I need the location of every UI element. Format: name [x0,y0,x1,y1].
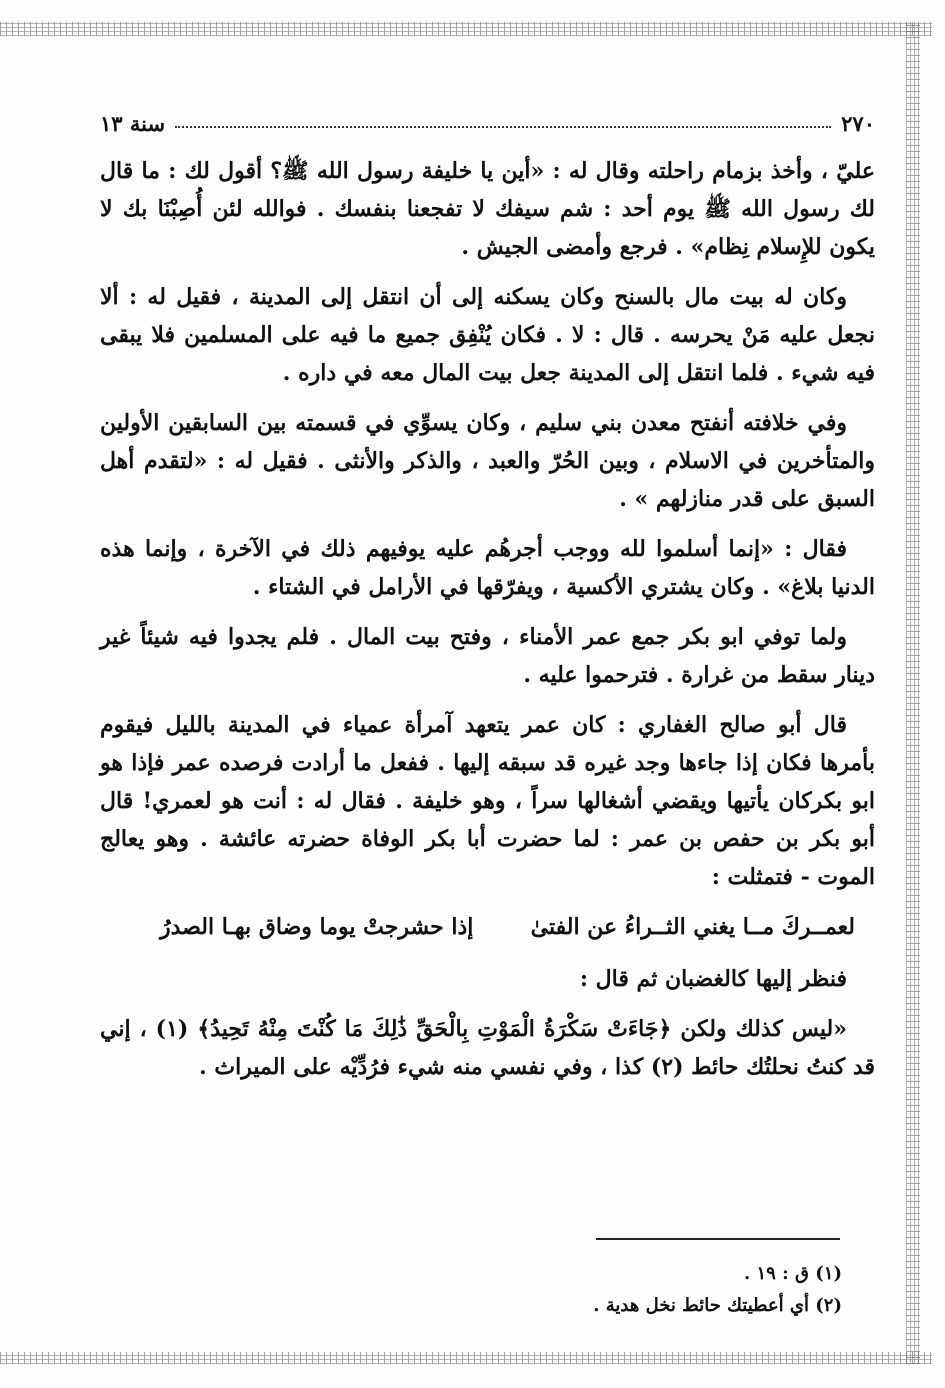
header-leader-dots [175,126,831,128]
page-border-top [0,22,932,36]
page-border-bottom [0,1352,932,1364]
paragraph: وفي خلافته أنفتح معدن بني سليم ، وكان يسوِّي في قسمته بين السابقين الأولين والمتأخرين في الاسلام ، وبين الحُرّ والعبد ، والذكر والأنثى . فقيل له : «لتقدم أهل السبق على قدر منازلهم » . [100,410,875,512]
verse-first-hemistich: لعمــركَ مــا يغني الثــراءُ عن الفتىٰ [530,914,855,940]
paragraph: وكان له بيت مال بالسنح وكان يسكنه إلى أن انتقل إلى المدينة ، فقيل له : ألا نجعل عليه مَنْ يحرسه . قال : لا . فكان يُنْفِق جميع ما فيه على المسلمين فلا يبقى فيه شيء . فلما انتقل إلى المدينة جعل بيت المال معه في داره . [100,284,875,386]
paragraph: ولما توفي ابو بكر جمع عمر الأمناء ، وفتح بيت المال . فلم يجدوا فيه شيئاً غير دينار سقط من غرارة . فترحموا عليه . [100,624,875,688]
page-border-right [906,22,920,1364]
paragraph: فنظر إليها كالغضبان ثم قال : [579,966,847,992]
chapter-title: سنة ١٣ [100,111,166,136]
page-number: ٢٧٠ [841,111,875,136]
footnote: (٢) أي أعطيتك حائط نخل هدية . [593,1295,842,1316]
footnote: (١) ق : ١٩ . [743,1263,842,1284]
paragraph: عليّ ، وأخذ بزمام راحلته وقال له : «أين يا خليفة رسول الله ﷺ؟ أقول لك : ما قال لك رسول الله ﷺ يوم أحد : شم سيفك لا تفجعنا بنفسك . فوالله لئن أُصِبْنَا بك لا يكون للإِسلام نِظام» . فرجع وأمضى الجيش . [100,158,875,260]
paragraph: فقال : «إنما أسلموا لله ووجب أجرهُم عليه يوفيهم ذلك في الآخرة ، وإنما هذه الدنيا بلاغ» . وكان يشتري الأكسية ، ويفرّقها في الأرامل في الشتاء . [100,536,875,600]
running-header [100,100,875,136]
paragraph: «ليس كذلك ولكن ﴿جَاءَتْ سَكْرَةُ الْمَوْتِ بِالْحَقِّ ذَٰلِكَ مَا كُنْتَ مِنْهُ تَحِيدُ﴾ (١) ، إني قد كنتُ نحلتُك حائط (٢) كذا ، وفي نفسي منه شيء فرُدِّيْه على الميراث . [100,1016,875,1080]
main-text [100,152,875,1098]
footnotes [420,1258,842,1322]
poetry-verse [100,908,875,946]
footnote-separator [596,1238,840,1240]
verse-second-hemistich: إذا حشرجتْ يوما وضاق بهـا الصدرُ [160,914,474,940]
paragraph: قال أبو صالح الغفاري : كان عمر يتعهد آمرأة عمياء في المدينة بالليل فيقوم بأمرها فكان إذا جاءها وجد غيره قد سبقه إليها . ففعل ما أرادت فرصده عمر فإذا هو ابو بكركان يأتيها ويقضي أشغالها سراً ، وهو خليفة . فقال له : أنت هو لعمري! قال أبو بكر بن حفص بن عمر : لما حضرت أبا بكر الوفاة حضرته عائشة . وهو يعالج الموت - فتمثلت : [100,712,875,890]
